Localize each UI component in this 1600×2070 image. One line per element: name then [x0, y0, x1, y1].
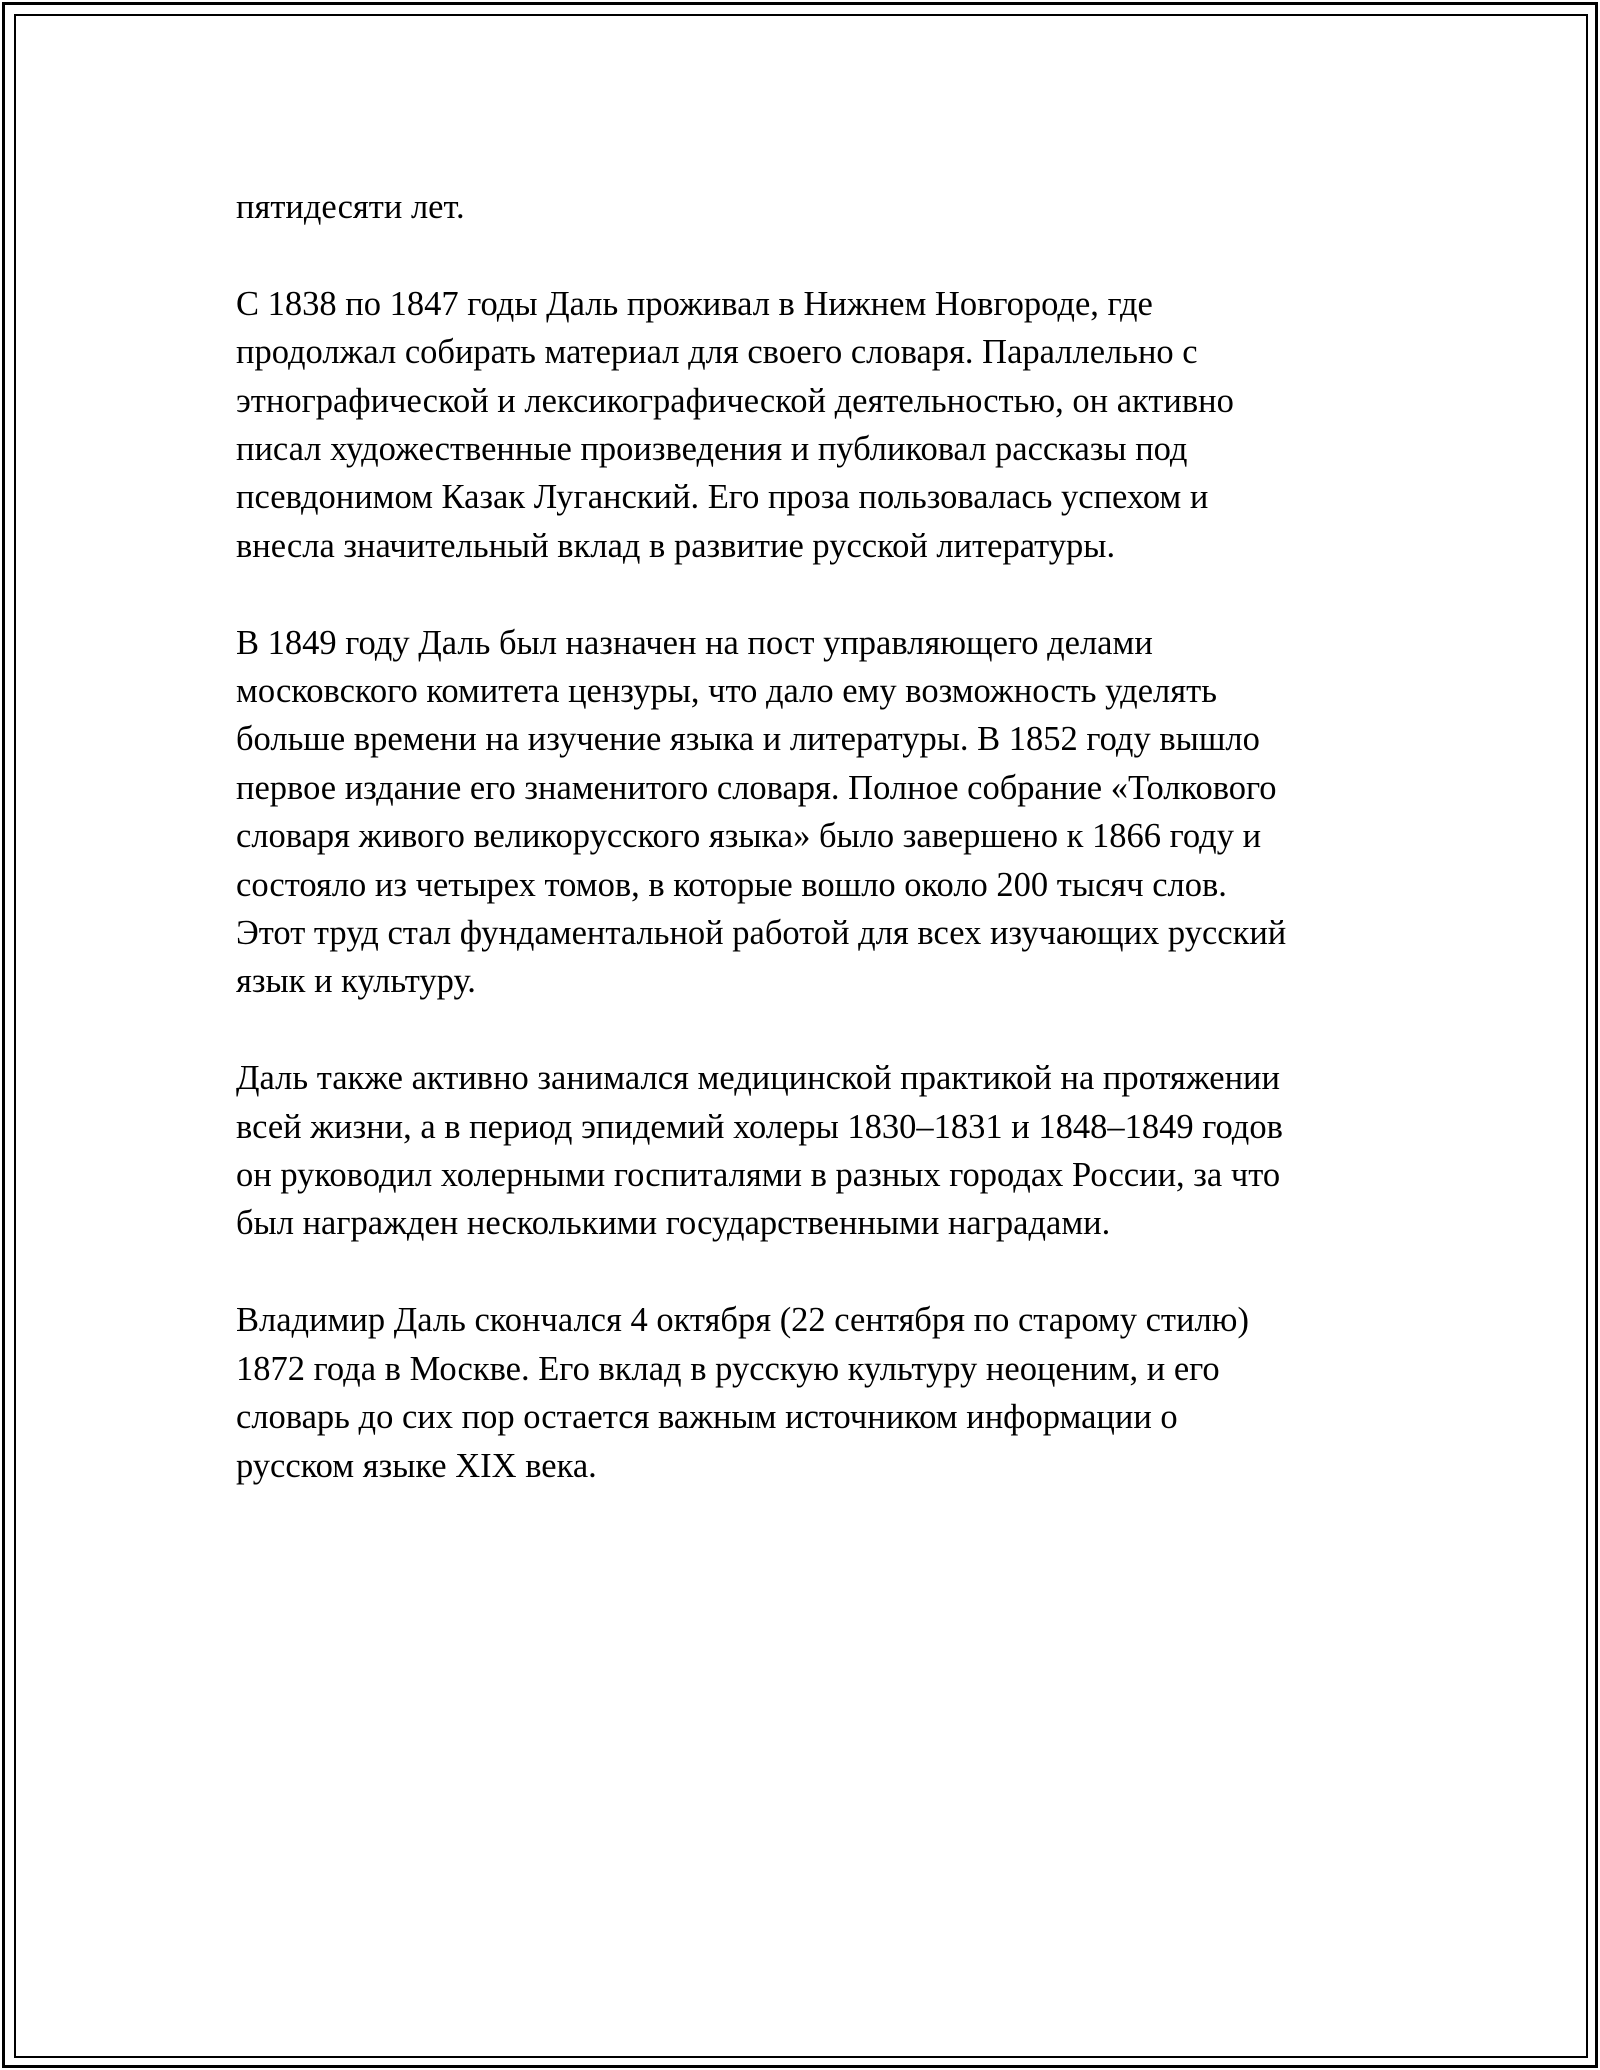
paragraph-medicine	[236, 1054, 1376, 1248]
text-line: русском языке XIX века.	[236, 1446, 597, 1485]
text-line: внесла значительный вклад в развитие русской литературы.	[236, 526, 1116, 565]
text-line: писал художественные произведения и публиковал рассказы под	[236, 430, 1188, 469]
paragraph-continuation	[236, 183, 1376, 231]
document-body	[236, 183, 1376, 1538]
text-line: пятидесяти лет.	[236, 188, 465, 226]
text-line: словарь до сих пор остается важным источником информации о	[236, 1398, 1178, 1437]
text-line: состояло из четырех томов, в которые вошло около 200 тысяч слов.	[236, 865, 1227, 904]
text-line: всей жизни, а в период эпидемий холеры 1830–1831 и 1848–1849 годов	[236, 1107, 1283, 1146]
text-line: язык и культуру.	[236, 962, 476, 1001]
text-line: С 1838 по 1847 годы Даль проживал в Нижнем Новгороде, где	[236, 284, 1153, 323]
text-line: первое издание его знаменитого словаря. Полное собрание «Толкового	[236, 768, 1277, 807]
paragraph-nizhny-novgorod	[236, 280, 1376, 570]
text-line: был награжден несколькими государственными наградами.	[236, 1204, 1111, 1243]
text-line: он руководил холерными госпиталями в разных городах России, за что	[236, 1156, 1281, 1195]
text-line: словаря живого великорусского языка» было завершено к 1866 году и	[236, 817, 1262, 856]
text-line: В 1849 году Даль был назначен на пост управляющего делами	[236, 623, 1153, 662]
text-line: псевдонимом Казак Луганский. Его проза пользовалась успехом и	[236, 478, 1209, 517]
text-line: Этот труд стал фундаментальной работой для всех изучающих русский	[236, 914, 1287, 953]
paragraph-dictionary	[236, 619, 1376, 1006]
text-line: 1872 года в Москве. Его вклад в русскую культуру неоценим, и его	[236, 1349, 1220, 1388]
paragraph-death	[236, 1296, 1376, 1490]
text-line: Даль также активно занимался медицинской практикой на протяжении	[236, 1059, 1280, 1098]
text-line: больше времени на изучение языка и литературы. В 1852 году вышло	[236, 720, 1260, 759]
text-line: Владимир Даль скончался 4 октября (22 сентября по старому стилю)	[236, 1301, 1249, 1340]
text-line: этнографической и лексикографической деятельностью, он активно	[236, 381, 1234, 420]
text-line: московского комитета цензуры, что дало ему возможность уделять	[236, 672, 1217, 711]
text-line: продолжал собирать материал для своего словаря. Параллельно с	[236, 333, 1198, 372]
